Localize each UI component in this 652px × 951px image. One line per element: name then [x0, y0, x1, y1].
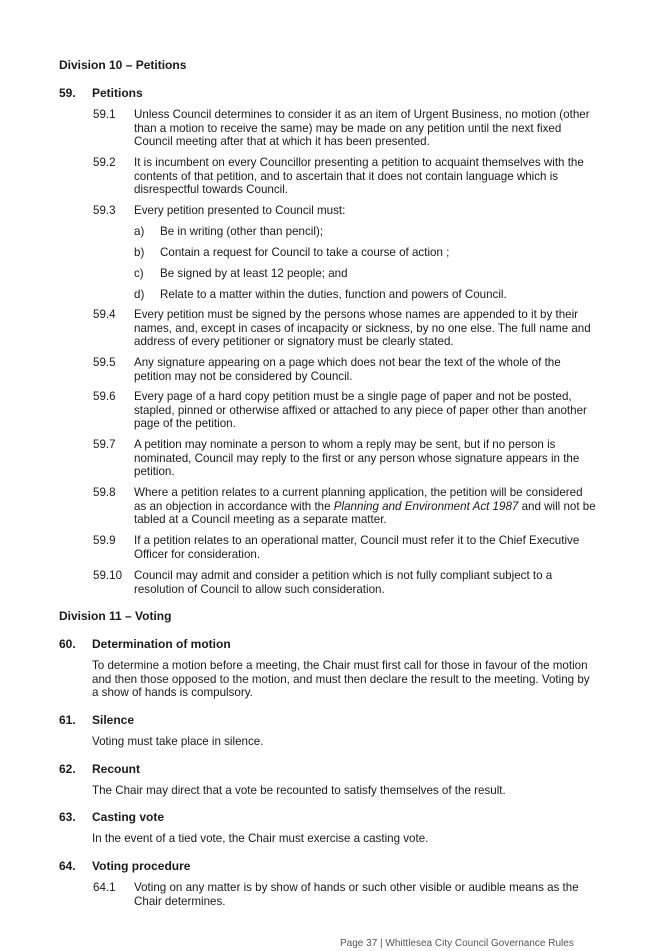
section-title: Silence	[92, 713, 135, 727]
list-item-letter: c)	[134, 267, 144, 280]
section-text: In the event of a tied vote, the Chair must exercise a casting vote.	[92, 832, 429, 845]
section-text: To determine a motion before a meeting, the Chair must first call for those in favour of the motion and then those opposed to the motion, and must then declare the result to the meeting. Voting by a show of hands is compulsory.	[92, 659, 590, 700]
clause-text: If a petition relates to an operational matter, Council must refer it to the Chief Executive Officer for consideration.	[134, 534, 580, 561]
page-footer: Page 37 | Whittlesea City Council Governance Rules	[340, 938, 574, 949]
section-title: Determination of motion	[92, 637, 231, 651]
clause-text: It is incumbent on every Councillor presenting a petition to acquaint themselves with the contents of that petition, and to ascertain that it does not contain language which is disrespectful towards Council.	[134, 156, 584, 197]
clause-text: Every petition presented to Council must:	[134, 204, 346, 217]
clause-number: 59.6	[93, 390, 116, 403]
list-item-letter: d)	[134, 288, 145, 301]
list-item-text: Relate to a matter within the duties, function and powers of Council.	[160, 288, 507, 301]
clause-number: 59.9	[93, 534, 116, 547]
clause-text-end: and will not be tabled at a Council meeting as a separate matter.	[134, 499, 596, 527]
clause-number: 59.5	[93, 356, 116, 369]
section-number: 63.	[59, 810, 76, 824]
clause-text: A petition may nominate a person to whom a reply may be sent, but if no person is nominated, Council may reply to the first or any person whose signature appears in the petition.	[134, 438, 580, 479]
clause-number: 59.1	[93, 108, 116, 121]
clause-text: Unless Council determines to consider it as an item of Urgent Business, no motion (other than a motion to receive the same) may be made on any petition until the next fixed Council meeting after that at which it has been presented.	[134, 108, 590, 149]
division-heading: Division 10 – Petitions	[59, 58, 187, 72]
list-item-letter: a)	[134, 225, 145, 238]
section-number: 60.	[59, 637, 76, 651]
clause-text: Any signature appearing on a page which does not bear the text of the whole of the petition may not be considered by Council.	[134, 356, 561, 383]
clause-number: 59.4	[93, 308, 116, 321]
clause-number: 59.8	[93, 486, 116, 499]
section-title: Casting vote	[92, 810, 165, 824]
clause-number: 59.3	[93, 204, 116, 217]
division-heading: Division 11 – Voting	[59, 609, 172, 623]
clause-text-start: Where a petition relates to a current planning application, the petition will be considered as an objection in accordance with the	[134, 486, 583, 513]
section-text: The Chair may direct that a vote be recounted to satisfy themselves of the result.	[92, 784, 506, 797]
clause-text: Every petition must be signed by the persons whose names are appended to it by their names, and, except in cases of incapacity or sickness, by no one else. The full name and address of every petitioner or signatory must be clearly stated.	[134, 308, 591, 349]
section-title: Voting procedure	[92, 859, 191, 873]
section-title: Petitions	[92, 86, 143, 100]
section-number: 61.	[59, 713, 76, 727]
section-number: 64.	[59, 859, 76, 873]
clause-text: Every page of a hard copy petition must be a single page of paper and not be posted, stapled, pinned or otherwise affixed or attached to any piece of paper other than another page of the petition.	[134, 390, 587, 431]
clause-number: 59.2	[93, 156, 116, 169]
list-item-letter: b)	[134, 246, 145, 259]
clause-text	[134, 486, 598, 527]
section-number: 59.	[59, 86, 76, 100]
clause-number: 59.10	[93, 569, 123, 582]
list-item-text: Be signed by at least 12 people; and	[160, 267, 348, 280]
list-item-text: Contain a request for Council to take a course of action ;	[160, 246, 450, 259]
list-item-text: Be in writing (other than pencil);	[160, 225, 324, 238]
section-number: 62.	[59, 762, 76, 776]
clause-text: Voting on any matter is by show of hands or such other visible or audible means as the Chair determines.	[134, 881, 579, 908]
section-title: Recount	[92, 762, 140, 776]
clause-text: Council may admit and consider a petition which is not fully compliant subject to a resolution of Council to allow such consideration.	[134, 569, 553, 596]
section-text: Voting must take place in silence.	[92, 735, 264, 748]
act-title: Planning and Environment Act 1987	[333, 499, 519, 513]
clause-number: 59.7	[93, 438, 116, 451]
clause-number: 64.1	[93, 881, 116, 894]
